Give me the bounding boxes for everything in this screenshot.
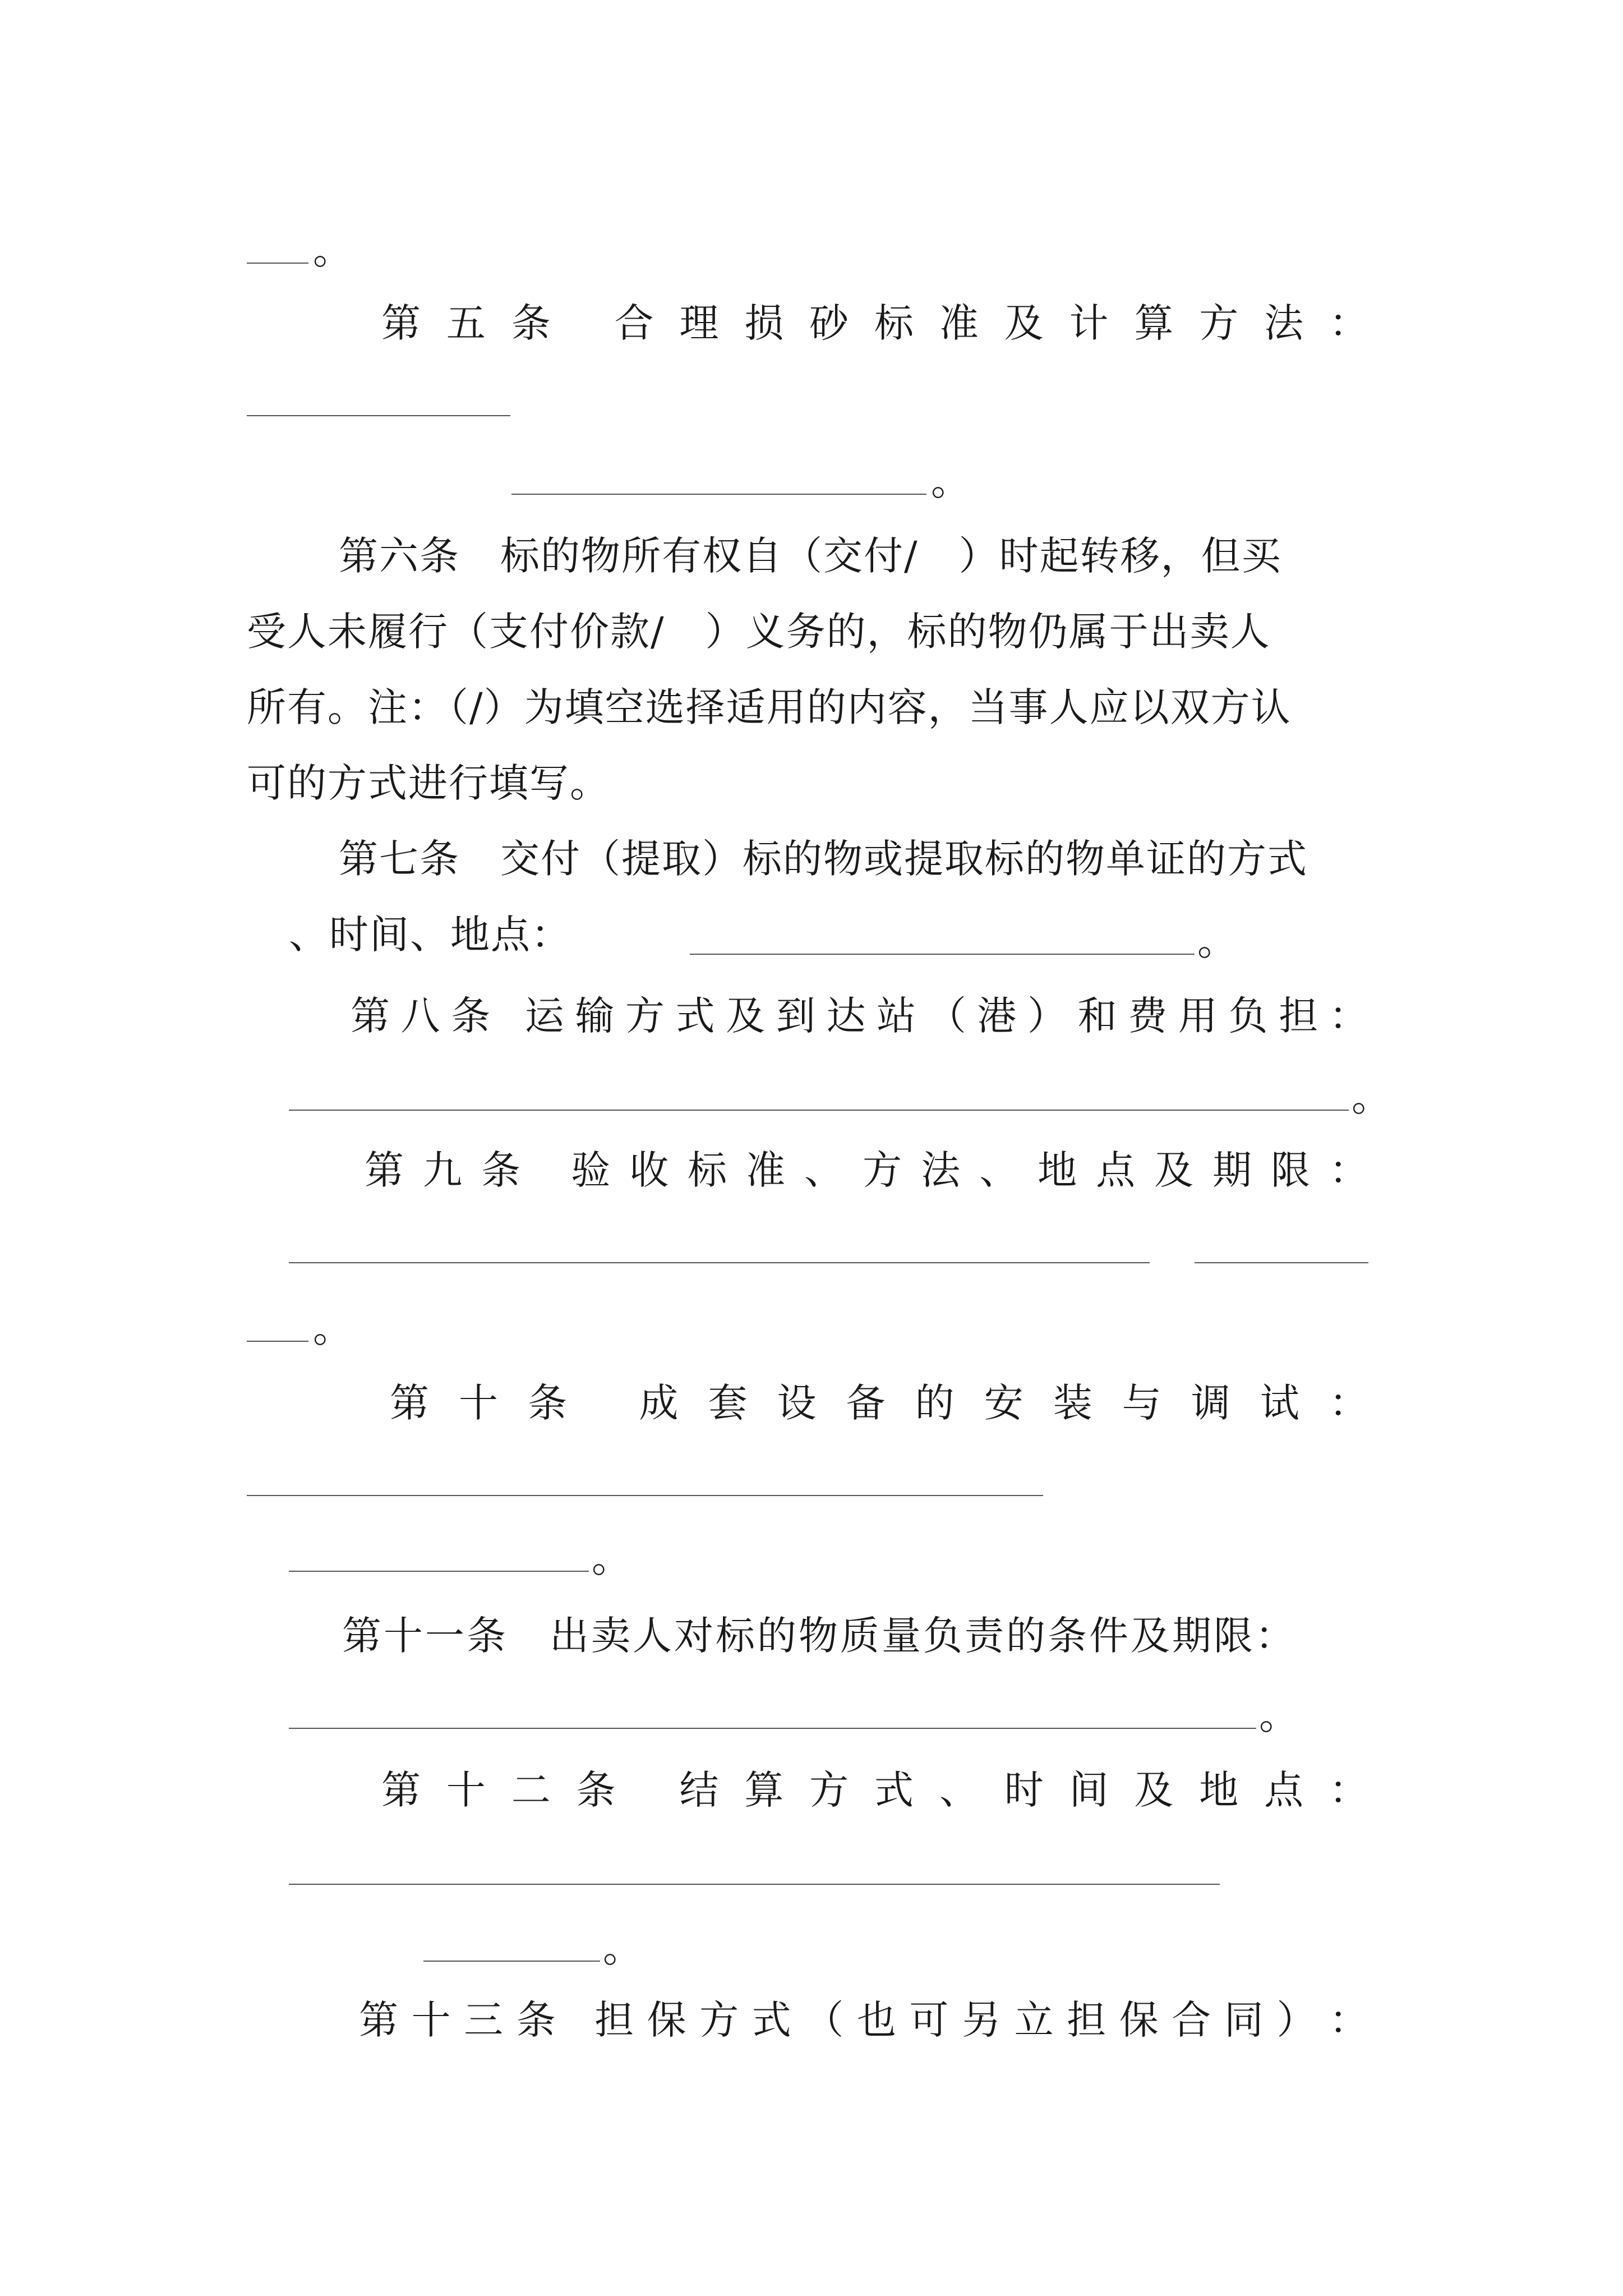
heading-char: 算 — [744, 1767, 784, 1813]
heading-char: 设 — [777, 1380, 817, 1426]
heading-char: 十 — [411, 1997, 451, 2043]
heading-char: 计 — [1069, 300, 1109, 346]
heading-char: 结 — [679, 1767, 719, 1813]
heading-char: 第 — [359, 1997, 398, 2043]
heading-char: 期 — [1212, 1147, 1252, 1193]
blank-line — [289, 1262, 1150, 1263]
period-mark: 。 — [1197, 918, 1237, 964]
heading-char: 第 — [390, 1380, 429, 1426]
heading-char: 合 — [614, 300, 654, 346]
heading-char — [597, 1377, 609, 1429]
heading-char: 式 — [874, 1767, 914, 1813]
heading-char: 装 — [1053, 1380, 1092, 1426]
heading-char: 限 — [1271, 1147, 1311, 1193]
heading-char: 第 — [381, 300, 421, 346]
heading-char: ） — [1276, 1997, 1316, 2043]
heading-char: 标 — [874, 300, 914, 346]
heading-char: 安 — [984, 1380, 1023, 1426]
heading-char: 和 — [1077, 993, 1117, 1039]
heading-char: 担 — [1067, 1997, 1106, 2043]
heading-char — [501, 990, 514, 1042]
heading-char: 套 — [708, 1380, 748, 1426]
heading-char: 及 — [1154, 1147, 1194, 1193]
blank-line — [289, 1110, 1349, 1111]
heading-char: 验 — [571, 1147, 611, 1193]
heading-char: （ — [926, 993, 966, 1039]
period-mark: 。 — [1352, 1074, 1391, 1120]
heading-char: 输 — [575, 993, 615, 1039]
heading-char: ： — [1329, 1997, 1368, 2043]
heading-char: 地 — [1199, 1767, 1239, 1813]
heading-char: 及 — [726, 993, 766, 1039]
heading-char: 调 — [1191, 1380, 1230, 1426]
heading-char: 运 — [524, 993, 564, 1039]
blank-line — [289, 1884, 1220, 1885]
heading-char: 保 — [1119, 1997, 1159, 2043]
heading-char: ： — [1329, 300, 1368, 346]
heading-char: ： — [1329, 1147, 1368, 1193]
heading-char: 式 — [675, 993, 715, 1039]
heading-char: 合 — [1172, 1997, 1211, 2043]
heading-char — [540, 1144, 552, 1196]
heading-char: 的 — [915, 1380, 955, 1426]
blank-line — [690, 954, 1195, 955]
article-11-line-1: 第十一条 出卖人对标的物质量负责的条件及期限： — [342, 1613, 1297, 1659]
heading-char: 三 — [464, 1997, 504, 2043]
blank-line — [247, 263, 308, 264]
heading-char: 负 — [1228, 993, 1268, 1039]
heading-char: 条 — [481, 1147, 520, 1193]
heading-char: 方 — [809, 1767, 849, 1813]
heading-char: 及 — [1004, 300, 1044, 346]
heading-char: 二 — [511, 1767, 551, 1813]
heading-char: 用 — [1178, 993, 1218, 1039]
article-6-line-1: 第六条 标的物所有权自（交付/ ）时起转移，但买 — [339, 533, 1282, 579]
blank-line — [511, 494, 926, 495]
article-8-heading — [351, 990, 1368, 1042]
heading-char — [641, 1764, 653, 1816]
heading-char: 地 — [1038, 1147, 1077, 1193]
heading-char: ： — [1329, 993, 1368, 1039]
heading-char: 第 — [351, 993, 390, 1039]
heading-char: 站 — [877, 993, 916, 1039]
heading-char: 间 — [1069, 1767, 1109, 1813]
heading-char: 条 — [511, 300, 551, 346]
blank-line — [289, 1728, 1256, 1729]
article-9-heading — [365, 1144, 1368, 1196]
heading-char: 方 — [1199, 300, 1239, 346]
period-mark: 。 — [313, 227, 352, 273]
heading-char: 点 — [1096, 1147, 1136, 1193]
heading-char: 理 — [679, 300, 719, 346]
heading-char: 费 — [1128, 993, 1168, 1039]
heading-char: 、 — [979, 1147, 1019, 1193]
heading-char: 方 — [625, 993, 665, 1039]
heading-char: 条 — [576, 1767, 616, 1813]
blank-line — [423, 1961, 600, 1962]
blank-line — [1195, 1262, 1368, 1263]
period-mark: 。 — [931, 458, 970, 504]
heading-char: （ — [804, 1997, 844, 2043]
heading-char: 另 — [962, 1997, 1002, 2043]
heading-char: 条 — [516, 1997, 556, 2043]
article-6-line-3: 所有。注：（/）为填空选择适用的内容，当事人应以双方认 — [247, 684, 1292, 730]
article-12-heading — [381, 1764, 1368, 1816]
article-6-line-4: 可的方式进行填写。 — [247, 760, 610, 806]
heading-char — [577, 297, 589, 349]
heading-char: 十 — [446, 1767, 486, 1813]
heading-char: 损 — [744, 300, 784, 346]
heading-char: 点 — [1264, 1767, 1304, 1813]
article-13-heading — [359, 1994, 1368, 2046]
heading-char: 、 — [804, 1147, 844, 1193]
heading-char: 方 — [863, 1147, 902, 1193]
heading-char: 、 — [939, 1767, 979, 1813]
heading-char: 标 — [688, 1147, 727, 1193]
heading-char: 十 — [459, 1380, 499, 1426]
article-5-heading — [381, 297, 1368, 349]
heading-char: 第 — [365, 1147, 404, 1193]
heading-char: 成 — [639, 1380, 679, 1426]
period-mark: 。 — [1259, 1692, 1298, 1738]
heading-char: 收 — [629, 1147, 669, 1193]
heading-char: 担 — [1279, 993, 1318, 1039]
heading-char: 条 — [451, 993, 491, 1039]
blank-line — [247, 1495, 1043, 1496]
heading-char: 到 — [776, 993, 815, 1039]
heading-char: 及 — [1134, 1767, 1174, 1813]
heading-char: 担 — [594, 1997, 634, 2043]
period-mark: 。 — [313, 1305, 352, 1351]
heading-char: 砂 — [809, 300, 849, 346]
heading-char: 方 — [699, 1997, 739, 2043]
blank-line — [247, 1341, 308, 1342]
article-7-line-1: 第七条 交付（提取）标的物或提取标的物单证的方式 — [339, 836, 1308, 882]
blank-line — [247, 415, 510, 416]
heading-char: 试 — [1260, 1380, 1299, 1426]
heading-char: ： — [1329, 1380, 1368, 1426]
heading-char: ） — [1027, 993, 1067, 1039]
heading-char: 准 — [746, 1147, 786, 1193]
article-7-line-2: 、时间、地点： — [289, 912, 571, 958]
heading-char: 与 — [1122, 1380, 1161, 1426]
heading-char: 立 — [1014, 1997, 1054, 2043]
heading-char: 法 — [921, 1147, 961, 1193]
heading-char: 算 — [1134, 300, 1174, 346]
heading-char: 八 — [400, 993, 440, 1039]
heading-char: 第 — [381, 1767, 421, 1813]
heading-char: 达 — [826, 993, 866, 1039]
heading-char: ： — [1329, 1767, 1368, 1813]
period-mark: 。 — [603, 1925, 642, 1971]
heading-char: 保 — [647, 1997, 686, 2043]
article-10-heading — [390, 1377, 1368, 1429]
period-mark: 。 — [592, 1535, 631, 1581]
heading-char: 备 — [846, 1380, 886, 1426]
heading-char: 准 — [939, 300, 979, 346]
heading-char: 条 — [528, 1380, 568, 1426]
heading-char: 式 — [751, 1997, 791, 2043]
heading-char: 法 — [1264, 300, 1304, 346]
heading-char: 同 — [1224, 1997, 1264, 2043]
heading-char — [569, 1994, 581, 2046]
article-6-line-2: 受人未履行（支付价款/ ）义务的，标的物仍属于出卖人 — [247, 609, 1271, 655]
heading-char: 时 — [1004, 1767, 1044, 1813]
heading-char: 九 — [422, 1147, 462, 1193]
heading-char: 港 — [977, 993, 1017, 1039]
blank-line — [289, 1571, 589, 1572]
heading-char: 也 — [856, 1997, 896, 2043]
heading-char: 五 — [446, 300, 486, 346]
heading-char: 可 — [909, 1997, 949, 2043]
